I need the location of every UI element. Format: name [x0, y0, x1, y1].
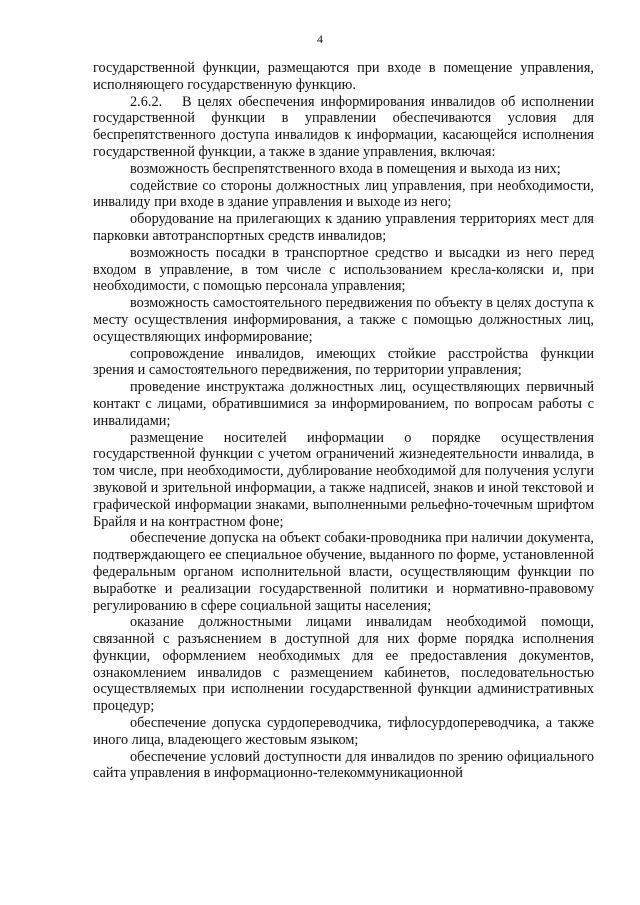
document-body [93, 60, 594, 782]
list-item: сопровождение инвалидов, имеющих стойкие расстройства функции зрения и самостоятельного передвижения, по территории управления; [93, 345, 594, 379]
list-item: оборудование на прилегающих к зданию управления территориях мест для парковки автотранспортных средств инвалидов; [93, 211, 594, 244]
list-item: обеспечение допуска на объект собаки-проводника при наличии документа, подтверждающего ее специальное обучение, выданного по форме, установленной федеральным органом исполнительной власти, осуществляющим функции по выработке и реализации государственной политики и нормативно-правовому регулированию в сфере социальной защиты населения; [93, 530, 594, 614]
list-item: обеспечение условий доступности для инвалидов по зрению официального сайта управления в информационно-телекоммуникационной [93, 748, 594, 782]
list-item: обеспечение допуска сурдопереводчика, тифлосурдопереводчика, а также иного лица, владеющего жестовым языком; [93, 715, 594, 748]
list-item: оказание должностными лицами инвалидам необходимой помощи, связанной с разъяснением в доступной для них форме порядка исполнения функции, оформлением необходимых для ее предоставления документов, ознакомлением инвалидов с размещением кабинетов, последовательностью осуществляемых при исполнении государственной функции административных процедур; [93, 614, 594, 715]
list-item: проведение инструктажа должностных лиц, осуществляющих первичный контакт с лицами, обратившимися за информированием, по вопросам работы с инвалидами; [93, 379, 594, 429]
list-item: возможность самостоятельного передвижения по объекту в целях доступа к месту осуществления информирования, а также с помощью должностных лиц, осуществляющих информирование; [93, 295, 594, 345]
section-text: В целях обеспечения информирования инвалидов об исполнении государственной функции в управлении обеспечиваются условия для беспрепятственного доступа инвалидов к информации, касающейся исполнения государственной функции, а также в здание управления, включая: [93, 93, 594, 160]
continuation-paragraph: государственной функции, размещаются при входе в помещение управления, исполняющего государственную функцию. [93, 60, 594, 93]
section-paragraph [93, 94, 594, 161]
list-item: размещение носителей информации о порядке осуществления государственной функции с учетом ограничений жизнедеятельности инвалида, в том числе, при необходимости, дублирование необходимой для получения услуги звуковой и зрительной информации, а также надписей, знаков и иной текстовой и графической информации знаками, выполненными рельефно-точечным шрифтом Брайля и на контрастном фоне; [93, 429, 594, 530]
section-number: 2.6.2. [130, 93, 163, 110]
list-item: содействие со стороны должностных лиц управления, при необходимости, инвалиду при входе в здание управления и выходе из него; [93, 177, 594, 211]
list-item: возможность беспрепятственного входа в помещения и выхода из них; [130, 160, 561, 177]
page-number: 4 [317, 32, 323, 46]
list-item: возможность посадки в транспортное средство и высадки из него перед входом в управление, в том числе с использованием кресла-коляски и, при необходимости, с помощью персонала управления; [93, 244, 594, 295]
